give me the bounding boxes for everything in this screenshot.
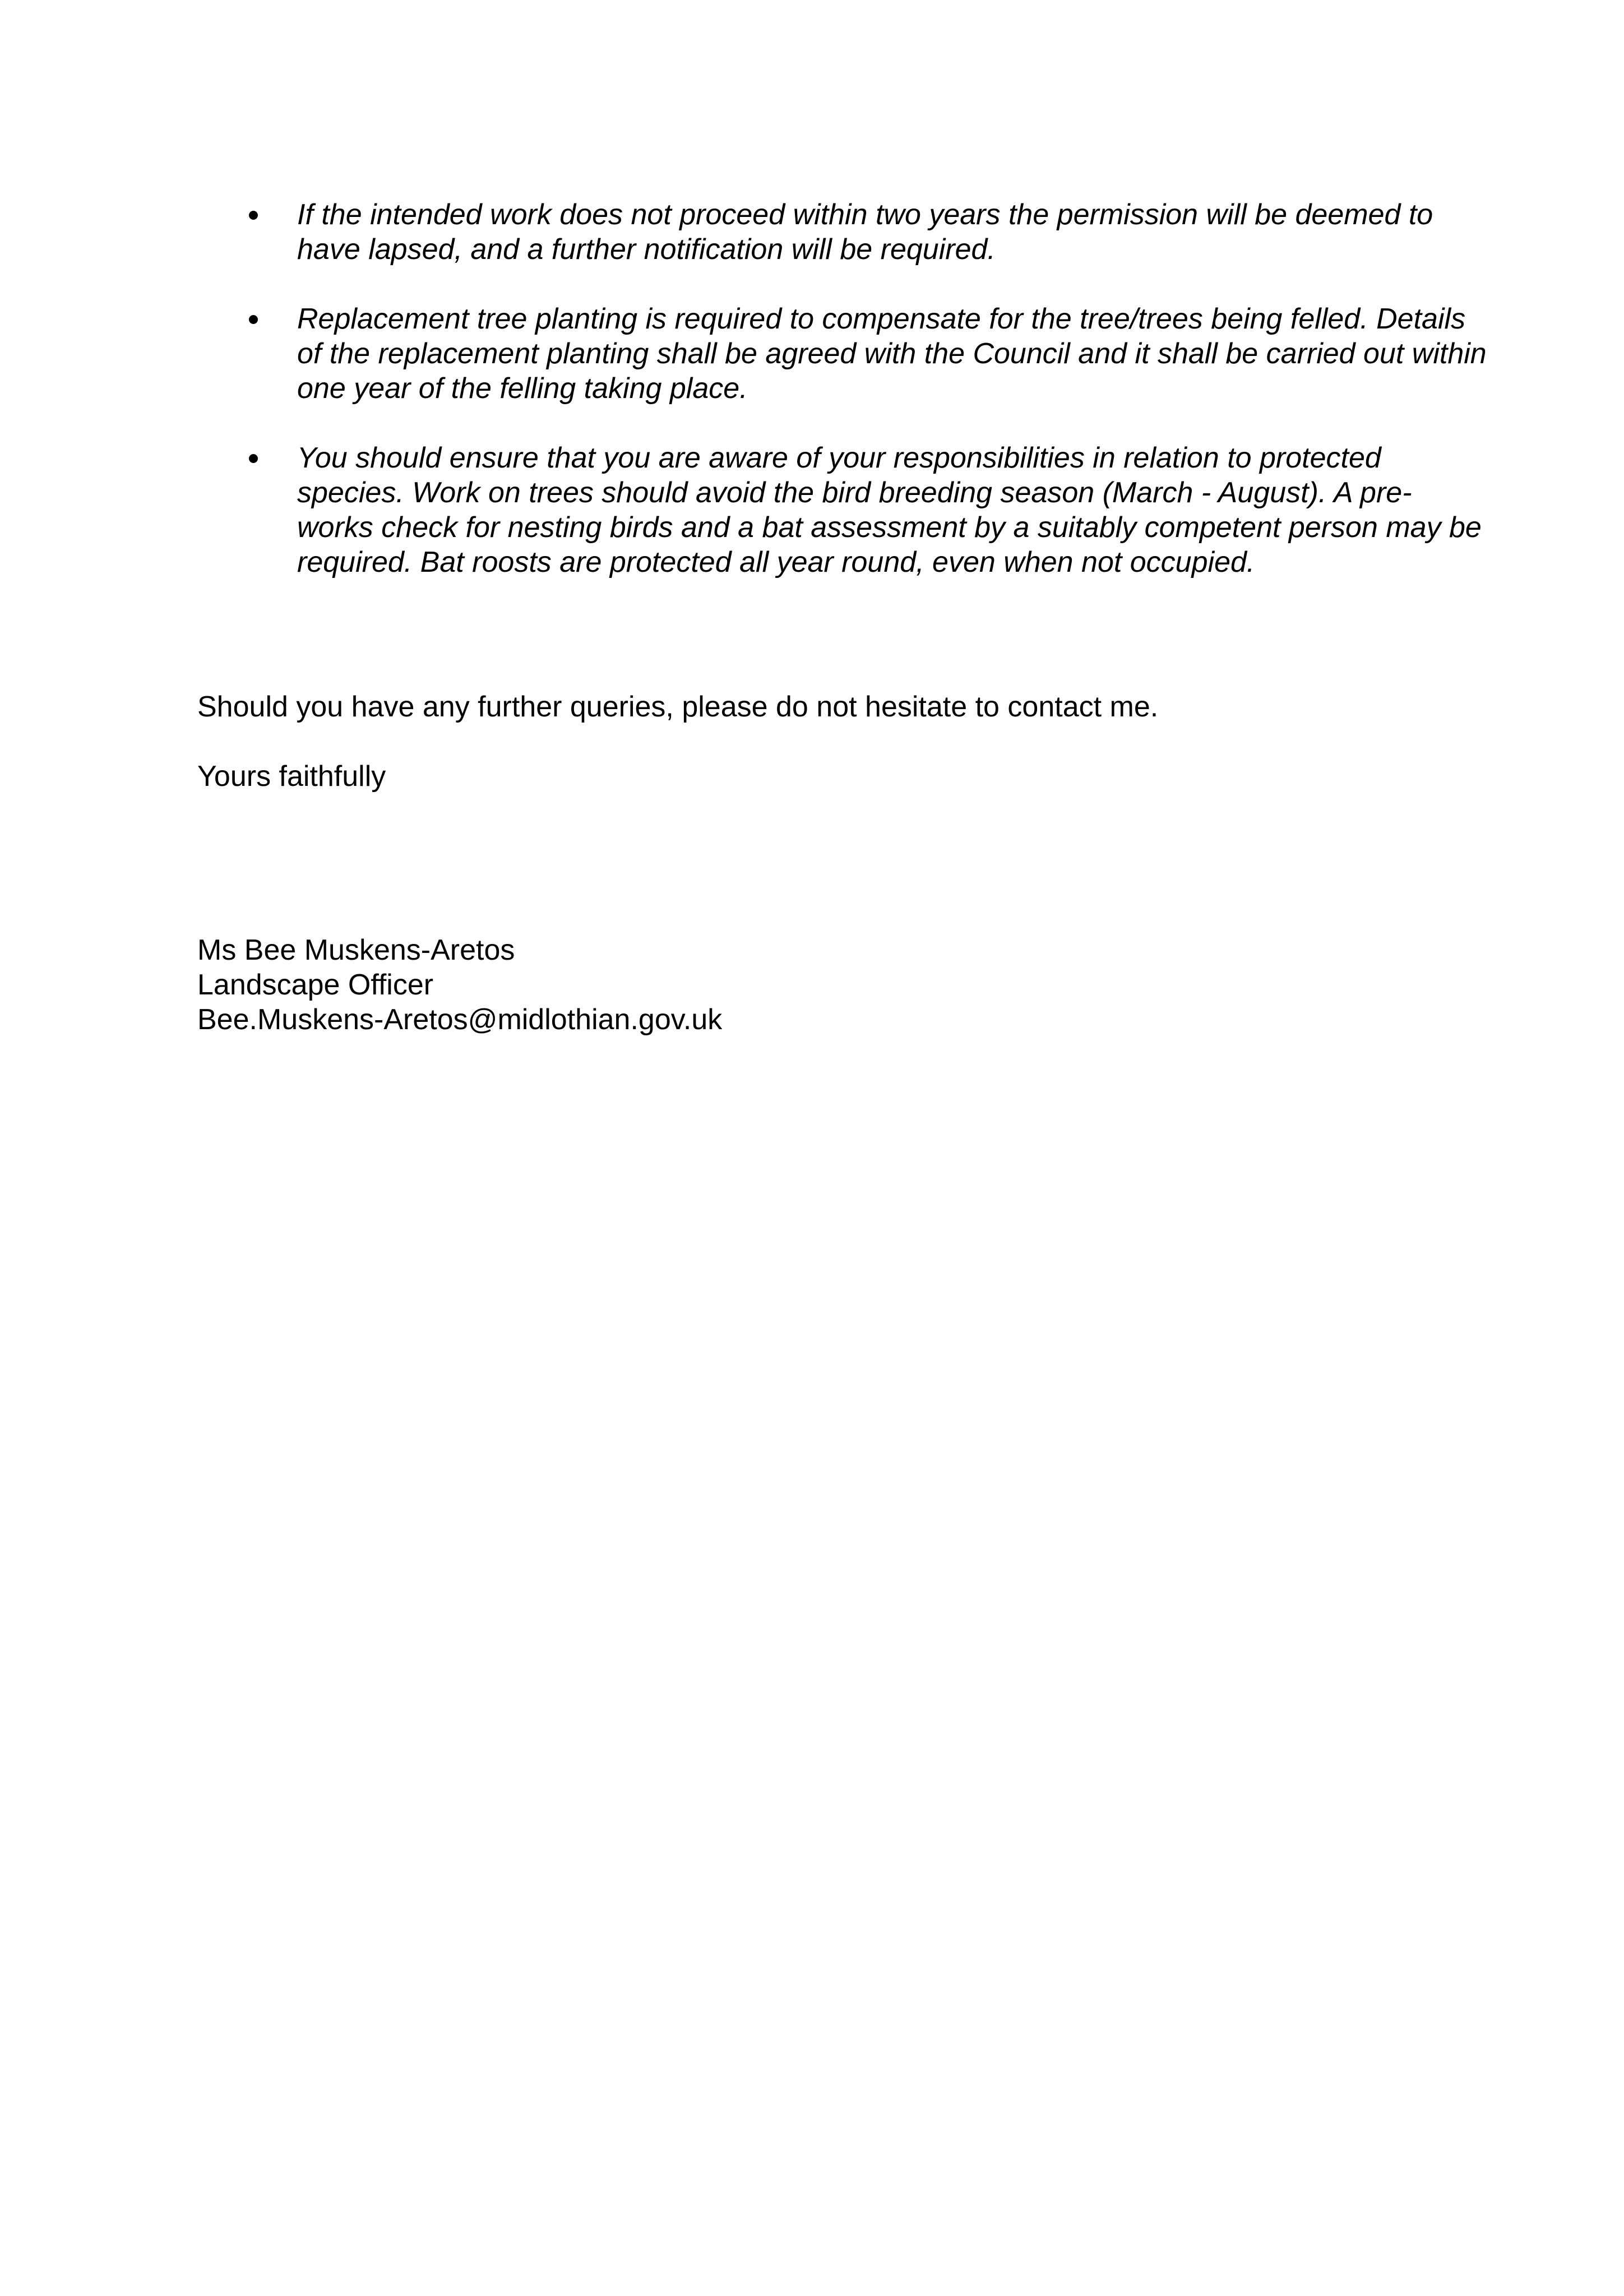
signature-block — [197, 933, 722, 1037]
condition-item — [197, 441, 1487, 580]
condition-text: You should ensure that you are aware of your responsibilities in relation to protected species. Work on trees should avoid the bird breeding season (March - August). A pre-works check for nesting birds and a bat assessment by a suitably competent person may be required. Bat roosts are protected all year round, even when not occupied. — [297, 442, 1482, 578]
bullet-icon — [249, 315, 258, 324]
signatory-email: Bee.Muskens-Aretos@midlothian.gov.uk — [197, 1003, 723, 1036]
closing-query-text: Should you have any further queries, please do not hesitate to contact me. — [197, 691, 1159, 723]
signatory-name: Ms Bee Muskens-Aretos — [197, 934, 515, 966]
bullet-icon — [249, 211, 258, 220]
signatory-title: Landscape Officer — [197, 969, 434, 1001]
condition-item — [197, 197, 1487, 267]
conditions-list — [197, 197, 1487, 580]
condition-text: Replacement tree planting is required to compensate for the tree/trees being felled. Details of the replacement planting shall be agreed with the Council and it shall be carried out within one year of the felling taking place. — [297, 303, 1487, 405]
sign-off-text: Yours faithfully — [197, 760, 386, 793]
condition-item — [197, 302, 1487, 406]
bullet-icon — [249, 454, 258, 463]
condition-text: If the intended work does not proceed within two years the permission will be deemed to have lapsed, and a further notification will be required. — [297, 198, 1433, 266]
